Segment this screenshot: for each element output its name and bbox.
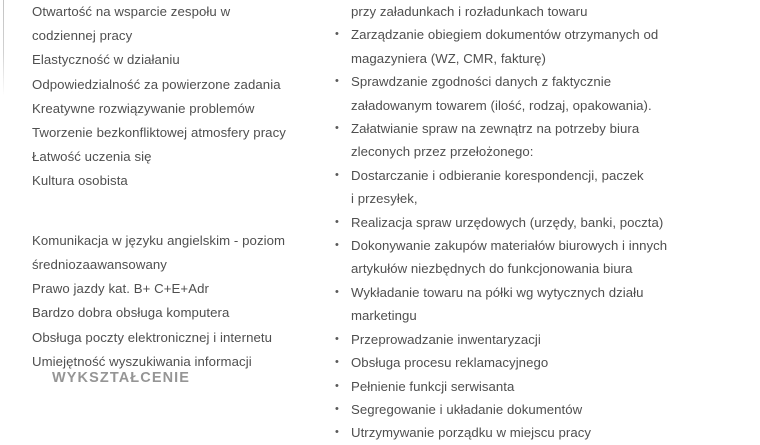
skill-line: Elastyczność w działaniu xyxy=(32,52,180,68)
list-item xyxy=(334,328,748,351)
skill-line: Bardzo dobra obsługa komputera xyxy=(32,305,230,321)
duty-text-continuation: artykułów niezbędnych do funkcjonowania biura xyxy=(351,261,633,277)
duty-text: Obsługa procesu reklamacyjnego xyxy=(351,355,549,371)
bullet-icon: • xyxy=(335,75,339,88)
list-item xyxy=(334,375,748,398)
list-item xyxy=(334,70,748,117)
duty-text: Pełnienie funkcji serwisanta xyxy=(351,378,515,394)
skill-line: średniozaawansowany xyxy=(32,257,167,273)
list-item xyxy=(334,164,748,211)
bullet-icon: • xyxy=(335,285,339,298)
bullet-icon: • xyxy=(335,239,339,252)
bullet-icon: • xyxy=(335,379,339,392)
skill-line: Komunikacja w języku angielskim - poziom xyxy=(32,232,286,248)
list-item xyxy=(334,398,748,421)
bullet-icon: • xyxy=(335,28,339,41)
bullet-icon: • xyxy=(335,168,339,181)
paragraph-spacer xyxy=(32,194,312,218)
list-item xyxy=(334,421,748,444)
list-item xyxy=(334,23,748,70)
bullet-icon: • xyxy=(335,215,339,228)
duty-text: Realizacja spraw urzędowych (urzędy, banki, poczta) xyxy=(351,214,664,230)
duty-text: Utrzymywanie porządku w miejscu pracy xyxy=(351,425,592,441)
duty-text: Załatwianie spraw na zewnątrz na potrzeby biura xyxy=(351,121,640,137)
section-heading-cutoff: WYKSZTAŁCENIE xyxy=(52,370,191,387)
duty-text: Dokonywanie zakupów materiałów biurowych i innych xyxy=(351,238,668,254)
duty-text: Wykładanie towaru na półki wg wytycznych działu xyxy=(351,284,644,300)
duty-text: Zarządzanie obiegiem dokumentów otrzymanych od xyxy=(351,27,659,43)
duty-text-continuation: i przesyłek, xyxy=(351,191,418,207)
bullet-icon: • xyxy=(335,122,339,135)
skill-line: Kreatywne rozwiązywanie problemów xyxy=(32,100,255,116)
duty-text: Dostarczanie i odbieranie korespondencji, paczek xyxy=(351,167,644,183)
skill-line: codziennej pracy xyxy=(32,28,133,44)
skills-list-secondary xyxy=(32,229,312,374)
skill-line: Prawo jazdy kat. B+ C+E+Adr xyxy=(32,281,209,297)
bullet-icon: • xyxy=(335,402,339,415)
duty-text-continuation: zleconych przez przełożonego: xyxy=(351,144,534,160)
skill-line: Odpowiedzialność za powierzone zadania xyxy=(32,76,281,92)
duties-list xyxy=(334,23,748,444)
duty-text-continuation: załadowanym towarem (ilość, rodzaj, opakowania). xyxy=(351,97,652,113)
duty-text: Segregowanie i układanie dokumentów xyxy=(351,401,583,417)
skill-line: Tworzenie bezkonfliktowej atmosfery pracy xyxy=(32,125,286,141)
duty-continuation-line: przy załadunkach i rozładunkach towaru xyxy=(351,4,588,19)
duty-text-continuation: magazyniera (WZ, CMR, fakturę) xyxy=(351,50,546,66)
list-item xyxy=(334,234,748,281)
skill-line: Łatwość uczenia się xyxy=(32,149,152,165)
list-item xyxy=(334,117,748,164)
scan-edge-artifact xyxy=(3,0,4,96)
list-item xyxy=(334,351,748,374)
skill-line: Kultura osobista xyxy=(32,173,128,189)
skill-line: Otwartość na wsparcie zespołu w xyxy=(32,4,231,19)
list-item xyxy=(334,211,748,234)
skill-line: Obsługa poczty elektronicznej i internetu xyxy=(32,329,273,345)
duties-column xyxy=(334,0,748,445)
duty-text: Przeprowadzanie inwentaryzacji xyxy=(351,331,541,347)
duty-text: Sprawdzanie zgodności danych z faktycznie xyxy=(351,74,612,90)
skills-list-primary xyxy=(32,0,312,194)
skills-column xyxy=(32,0,312,387)
duty-text-continuation: marketingu xyxy=(351,308,417,324)
bullet-icon: • xyxy=(335,332,339,345)
list-item xyxy=(334,281,748,328)
bullet-icon: • xyxy=(335,356,339,369)
paragraph-spacer xyxy=(32,218,312,229)
bullet-icon: • xyxy=(335,426,339,439)
skill-line: Umiejętność wyszukiwania informacji xyxy=(32,353,252,369)
